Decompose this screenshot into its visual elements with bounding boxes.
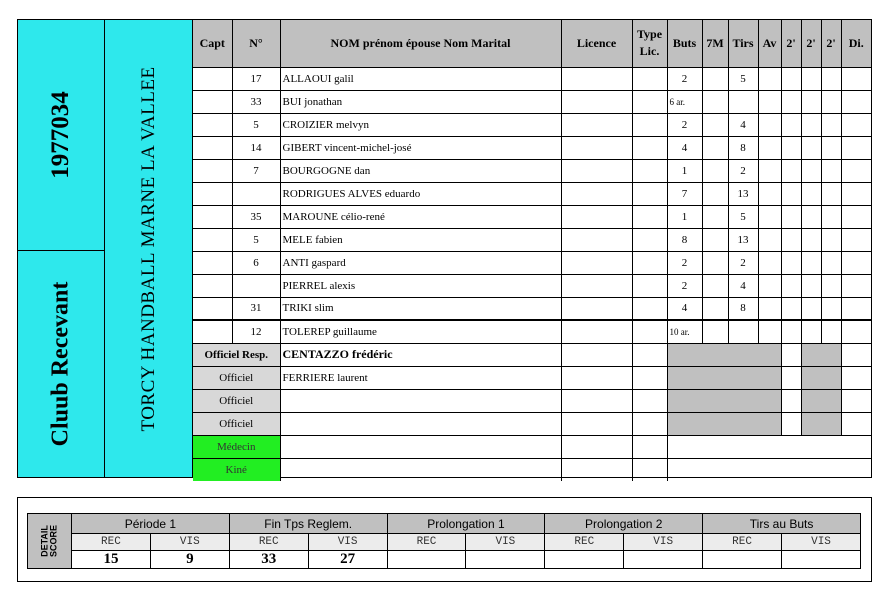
av-cell — [758, 297, 781, 320]
vis-score — [466, 551, 545, 569]
player-tirs: 5 — [728, 205, 758, 228]
player-tirs: 8 — [728, 136, 758, 159]
vis-score: 27 — [308, 551, 387, 569]
player-buts: 1 — [667, 205, 702, 228]
type-lic-cell — [632, 412, 667, 435]
official-role: Officiel Resp. — [193, 343, 280, 366]
header-di: Di. — [841, 20, 871, 67]
player-row — [193, 113, 871, 136]
two-min-cell — [821, 159, 841, 182]
player-tirs: 4 — [728, 113, 758, 136]
licence-cell — [561, 389, 632, 412]
medical-role: Kiné — [193, 458, 280, 481]
player-buts: 8 — [667, 228, 702, 251]
official-role: Officiel — [193, 366, 280, 389]
official-name — [280, 389, 561, 412]
vis-score: 9 — [150, 551, 229, 569]
official-row — [193, 412, 871, 435]
official-blocked-cell — [801, 366, 841, 389]
licence-cell — [561, 435, 632, 458]
licence-cell — [561, 251, 632, 274]
licence-cell — [561, 159, 632, 182]
av-cell — [758, 205, 781, 228]
sevenm-cell — [702, 67, 728, 90]
av-cell — [758, 90, 781, 113]
type-lic-cell — [632, 389, 667, 412]
player-name: RODRIGUES ALVES eduardo — [280, 182, 561, 205]
player-number: 17 — [232, 67, 280, 90]
period-label: Prolongation 2 — [545, 514, 703, 534]
two-min-cell — [781, 412, 801, 435]
detail-label-line2: SCORE — [48, 524, 59, 558]
header-av: Av — [758, 20, 781, 67]
av-cell — [758, 136, 781, 159]
av-cell — [758, 251, 781, 274]
medical-row — [193, 458, 871, 481]
player-buts: 6 ar. — [667, 90, 702, 113]
vis-label: VIS — [466, 534, 545, 551]
player-row — [193, 182, 871, 205]
two-min-cell — [801, 182, 821, 205]
header-capt: Capt — [193, 20, 232, 67]
capt-cell — [193, 90, 232, 113]
period-label: Tirs au Buts — [703, 514, 861, 534]
licence-cell — [561, 297, 632, 320]
type-lic-cell — [632, 320, 667, 343]
official-row — [193, 389, 871, 412]
detail-score-label — [28, 514, 72, 569]
rec-label: REC — [545, 534, 624, 551]
medical-empty-cell — [667, 458, 871, 481]
player-buts: 2 — [667, 274, 702, 297]
official-name: CENTAZZO frédéric — [280, 343, 561, 366]
player-row — [193, 136, 871, 159]
di-cell — [841, 136, 871, 159]
av-cell — [758, 67, 781, 90]
player-name: MELE fabien — [280, 228, 561, 251]
rec-label: REC — [229, 534, 308, 551]
player-buts: 4 — [667, 136, 702, 159]
type-lic-cell — [632, 297, 667, 320]
player-tirs: 13 — [728, 182, 758, 205]
player-number: 35 — [232, 205, 280, 228]
licence-cell — [561, 67, 632, 90]
licence-cell — [561, 366, 632, 389]
rec-score: 15 — [72, 551, 151, 569]
sevenm-cell — [702, 159, 728, 182]
score-detail-panel — [17, 497, 872, 582]
player-row — [193, 205, 871, 228]
player-number — [232, 182, 280, 205]
two-min-cell — [781, 297, 801, 320]
two-min-cell — [781, 320, 801, 343]
type-lic-cell — [632, 343, 667, 366]
team-name-panel — [105, 20, 193, 477]
capt-cell — [193, 182, 232, 205]
score-side-row — [28, 534, 861, 551]
header-name: NOM prénom épouse Nom Marital — [280, 20, 561, 67]
type-lic-cell — [632, 228, 667, 251]
player-buts: 7 — [667, 182, 702, 205]
licence-cell — [561, 458, 632, 481]
two-min-cell — [821, 251, 841, 274]
rec-label: REC — [703, 534, 782, 551]
di-cell — [841, 182, 871, 205]
player-number: 14 — [232, 136, 280, 159]
period-label: Fin Tps Reglem. — [229, 514, 387, 534]
type-lic-cell — [632, 205, 667, 228]
di-cell — [841, 159, 871, 182]
two-min-cell — [821, 67, 841, 90]
licence-cell — [561, 113, 632, 136]
di-cell — [841, 343, 871, 366]
two-min-cell — [781, 251, 801, 274]
player-tirs: 5 — [728, 67, 758, 90]
type-lic-cell — [632, 90, 667, 113]
licence-cell — [561, 412, 632, 435]
two-min-cell — [781, 159, 801, 182]
player-tirs — [728, 90, 758, 113]
vis-label: VIS — [150, 534, 229, 551]
player-row — [193, 90, 871, 113]
sevenm-cell — [702, 205, 728, 228]
player-tirs: 2 — [728, 251, 758, 274]
two-min-cell — [821, 205, 841, 228]
score-table — [27, 513, 861, 569]
sevenm-cell — [702, 90, 728, 113]
player-name: CROIZIER melvyn — [280, 113, 561, 136]
di-cell — [841, 412, 871, 435]
capt-cell — [193, 251, 232, 274]
type-lic-cell — [632, 159, 667, 182]
player-number — [232, 274, 280, 297]
player-row — [193, 320, 871, 343]
player-name: MAROUNE célio-rené — [280, 205, 561, 228]
vis-score — [782, 551, 861, 569]
player-number: 7 — [232, 159, 280, 182]
two-min-cell — [781, 136, 801, 159]
sevenm-cell — [702, 320, 728, 343]
two-min-cell — [801, 251, 821, 274]
rec-score — [545, 551, 624, 569]
two-min-cell — [801, 205, 821, 228]
player-buts: 4 — [667, 297, 702, 320]
header-number: N° — [232, 20, 280, 67]
two-min-cell — [781, 90, 801, 113]
type-lic-cell — [632, 113, 667, 136]
player-name: TRIKI slim — [280, 297, 561, 320]
official-blocked-cell — [801, 412, 841, 435]
player-row — [193, 274, 871, 297]
licence-cell — [561, 182, 632, 205]
score-period-row — [28, 514, 861, 534]
licence-cell — [561, 274, 632, 297]
player-name: BOURGOGNE dan — [280, 159, 561, 182]
player-buts: 10 ar. — [667, 320, 702, 343]
av-cell — [758, 320, 781, 343]
av-cell — [758, 182, 781, 205]
sevenm-cell — [702, 136, 728, 159]
roster-header-row — [193, 20, 871, 67]
di-cell — [841, 251, 871, 274]
club-role-panel — [18, 251, 105, 477]
vis-label: VIS — [782, 534, 861, 551]
official-role: Officiel — [193, 389, 280, 412]
two-min-cell — [821, 228, 841, 251]
official-blocked-cell — [667, 412, 781, 435]
player-number: 31 — [232, 297, 280, 320]
two-min-cell — [801, 67, 821, 90]
official-name: FERRIERE laurent — [280, 366, 561, 389]
sevenm-cell — [702, 182, 728, 205]
rec-label: REC — [387, 534, 466, 551]
club-role: Cluub Recevant — [47, 281, 74, 447]
header-2min-3: 2' — [821, 20, 841, 67]
club-code-panel — [18, 20, 105, 251]
player-row — [193, 228, 871, 251]
type-lic-cell — [632, 251, 667, 274]
type-lic-cell — [632, 182, 667, 205]
type-lic-cell — [632, 458, 667, 481]
medical-role: Médecin — [193, 435, 280, 458]
official-blocked-cell — [667, 366, 781, 389]
two-min-cell — [821, 90, 841, 113]
two-min-cell — [821, 297, 841, 320]
av-cell — [758, 228, 781, 251]
di-cell — [841, 366, 871, 389]
player-row — [193, 251, 871, 274]
club-code: 1977034 — [47, 91, 74, 179]
player-tirs — [728, 320, 758, 343]
header-7m: 7M — [702, 20, 728, 67]
licence-cell — [561, 320, 632, 343]
player-row — [193, 297, 871, 320]
capt-cell — [193, 136, 232, 159]
two-min-cell — [801, 113, 821, 136]
vis-label: VIS — [624, 534, 703, 551]
two-min-cell — [781, 274, 801, 297]
player-row — [193, 159, 871, 182]
two-min-cell — [801, 274, 821, 297]
two-min-cell — [821, 182, 841, 205]
sevenm-cell — [702, 297, 728, 320]
di-cell — [841, 389, 871, 412]
header-licence: Licence — [561, 20, 632, 67]
official-row — [193, 343, 871, 366]
player-number: 5 — [232, 113, 280, 136]
header-buts: Buts — [667, 20, 702, 67]
official-blocked-cell — [667, 343, 781, 366]
period-label: Prolongation 1 — [387, 514, 545, 534]
di-cell — [841, 67, 871, 90]
player-number: 6 — [232, 251, 280, 274]
player-tirs: 2 — [728, 159, 758, 182]
two-min-cell — [781, 343, 801, 366]
player-tirs: 4 — [728, 274, 758, 297]
player-tirs: 13 — [728, 228, 758, 251]
capt-cell — [193, 320, 232, 343]
rec-score: 33 — [229, 551, 308, 569]
di-cell — [841, 274, 871, 297]
rec-score — [387, 551, 466, 569]
player-tirs: 8 — [728, 297, 758, 320]
licence-cell — [561, 90, 632, 113]
di-cell — [841, 205, 871, 228]
roster-table — [193, 20, 871, 481]
two-min-cell — [801, 159, 821, 182]
player-name: ALLAOUI galil — [280, 67, 561, 90]
licence-cell — [561, 343, 632, 366]
medical-empty-cell — [667, 435, 871, 458]
two-min-cell — [781, 228, 801, 251]
two-min-cell — [781, 67, 801, 90]
sevenm-cell — [702, 113, 728, 136]
player-buts: 1 — [667, 159, 702, 182]
player-number: 12 — [232, 320, 280, 343]
player-row — [193, 67, 871, 90]
detail-label-line1: DETAIL — [39, 525, 50, 557]
di-cell — [841, 90, 871, 113]
medical-name — [280, 458, 561, 481]
rec-score — [703, 551, 782, 569]
two-min-cell — [821, 320, 841, 343]
two-min-cell — [821, 113, 841, 136]
licence-cell — [561, 136, 632, 159]
team-name: TORCY HANDBALL MARNE LA VALLEE — [137, 65, 159, 432]
match-sheet — [17, 19, 872, 478]
official-blocked-cell — [667, 389, 781, 412]
two-min-cell — [801, 297, 821, 320]
di-cell — [841, 228, 871, 251]
player-buts: 2 — [667, 67, 702, 90]
capt-cell — [193, 67, 232, 90]
medical-row — [193, 435, 871, 458]
sevenm-cell — [702, 274, 728, 297]
capt-cell — [193, 297, 232, 320]
sevenm-cell — [702, 251, 728, 274]
player-name: BUI jonathan — [280, 90, 561, 113]
medical-name — [280, 435, 561, 458]
header-2min-2: 2' — [801, 20, 821, 67]
capt-cell — [193, 205, 232, 228]
period-label: Période 1 — [72, 514, 230, 534]
official-blocked-cell — [801, 389, 841, 412]
av-cell — [758, 113, 781, 136]
di-cell — [841, 297, 871, 320]
player-buts: 2 — [667, 251, 702, 274]
player-name: GIBERT vincent-michel-josé — [280, 136, 561, 159]
type-lic-cell — [632, 67, 667, 90]
two-min-cell — [781, 389, 801, 412]
two-min-cell — [801, 228, 821, 251]
two-min-cell — [781, 113, 801, 136]
type-lic-cell — [632, 136, 667, 159]
vis-label: VIS — [308, 534, 387, 551]
type-lic-cell — [632, 435, 667, 458]
two-min-cell — [801, 136, 821, 159]
capt-cell — [193, 113, 232, 136]
capt-cell — [193, 228, 232, 251]
player-buts: 2 — [667, 113, 702, 136]
two-min-cell — [821, 274, 841, 297]
di-cell — [841, 320, 871, 343]
official-row — [193, 366, 871, 389]
di-cell — [841, 113, 871, 136]
score-value-row — [28, 551, 861, 569]
player-name: ANTI gaspard — [280, 251, 561, 274]
official-blocked-cell — [801, 343, 841, 366]
player-name: PIERREL alexis — [280, 274, 561, 297]
official-role: Officiel — [193, 412, 280, 435]
capt-cell — [193, 274, 232, 297]
header-2min-1: 2' — [781, 20, 801, 67]
type-lic-cell — [632, 366, 667, 389]
capt-cell — [193, 159, 232, 182]
player-number: 5 — [232, 228, 280, 251]
type-lic-cell — [632, 274, 667, 297]
two-min-cell — [781, 366, 801, 389]
two-min-cell — [801, 90, 821, 113]
header-tirs: Tirs — [728, 20, 758, 67]
licence-cell — [561, 228, 632, 251]
vis-score — [624, 551, 703, 569]
header-type-lic: Type Lic. — [632, 20, 667, 67]
av-cell — [758, 274, 781, 297]
licence-cell — [561, 205, 632, 228]
player-number: 33 — [232, 90, 280, 113]
two-min-cell — [821, 136, 841, 159]
two-min-cell — [781, 205, 801, 228]
sevenm-cell — [702, 228, 728, 251]
rec-label: REC — [72, 534, 151, 551]
two-min-cell — [801, 320, 821, 343]
official-name — [280, 412, 561, 435]
two-min-cell — [781, 182, 801, 205]
player-name: TOLEREP guillaume — [280, 320, 561, 343]
av-cell — [758, 159, 781, 182]
